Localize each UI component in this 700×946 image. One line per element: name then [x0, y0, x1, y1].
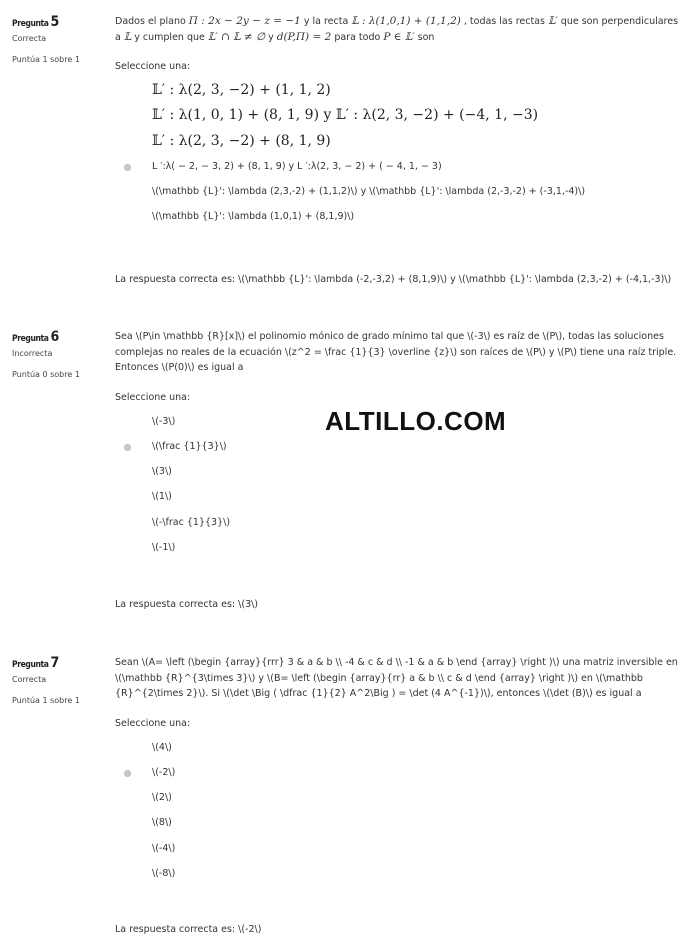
option[interactable] — [115, 129, 680, 154]
math: d(P,Π) = 2 — [276, 30, 332, 43]
option[interactable] — [115, 836, 680, 861]
question-content — [115, 655, 680, 935]
option-selected[interactable] — [115, 434, 680, 459]
question-grade: Puntúa 1 sobre 1 — [12, 696, 80, 705]
watermark: ALTILLO.COM — [325, 406, 507, 436]
options-list — [115, 735, 680, 887]
option-label: \(-1\) — [152, 541, 176, 553]
option-label: \(2\) — [152, 792, 172, 804]
option-label: \(\frac {1}{3}\) — [152, 440, 227, 452]
option[interactable] — [115, 535, 680, 560]
question-number: 6 — [50, 329, 59, 345]
option-selected[interactable] — [115, 154, 680, 179]
option-label: L ′:λ( − 2, − 3, 2) + (8, 1, 9) y L ′:λ(2, 3, − 2) + ( − 4, 1, − 3) — [152, 160, 442, 172]
option-label: \(4\) — [152, 741, 172, 753]
question-number: 7 — [50, 655, 59, 671]
question-state: Incorrecta — [12, 349, 53, 358]
math: 𝕃 : λ(1,0,1) + (1,1,2) — [351, 15, 461, 27]
question-text: Sean \(A= \left (\begin {array}{rrr} 3 & a & b \\ -4 & c & d \\ -1 & a & b \end {array} \right )\) una matriz inversible en \(\mathbb {R}^{3\times 3}\) y \(B= \left (\begin {array}{rr} a & b \\ c & d \end {array} \right )\) en \(\mathbb {R}^{2\times 2}\). Si \(\det \Big ( \dfrac {1}{2} A^2\Big ) = \det (4 A^{-1})\), entonces \(\det (B)\) es igual a — [115, 657, 678, 699]
question-title — [12, 655, 107, 671]
option[interactable] — [115, 484, 680, 509]
select-label: Seleccione una: — [115, 61, 191, 72]
option[interactable] — [115, 510, 680, 535]
math: 𝕃′ — [547, 15, 558, 27]
text: y cumplen que — [131, 31, 208, 43]
option[interactable] — [115, 78, 680, 103]
option-label: \(3\) — [152, 466, 172, 478]
question-label: Pregunta — [12, 19, 49, 29]
question-title — [12, 14, 107, 30]
math: 𝕃′ ∩ 𝕃 ≠ ∅ — [207, 30, 266, 43]
option-label: \(-4\) — [152, 842, 176, 854]
correct-answer: La respuesta correcta es: \(-2\) — [115, 924, 262, 935]
option[interactable] — [115, 810, 680, 835]
question-label: Pregunta — [12, 334, 49, 344]
question-state: Correcta — [12, 675, 47, 684]
text: que son perpendiculares a — [115, 16, 679, 43]
select-label: Seleccione una: — [115, 717, 191, 729]
text: y — [265, 31, 277, 43]
question-grade: Puntúa 1 sobre 1 — [12, 55, 80, 64]
question-info — [12, 329, 107, 379]
question-content — [115, 329, 680, 610]
question-info — [12, 14, 107, 64]
select-label: Seleccione una: — [115, 391, 191, 403]
option-label: \(\mathbb {L}': \lambda (1,0,1) + (8,1,9)\) — [152, 211, 355, 223]
option[interactable] — [115, 103, 680, 128]
options-list — [115, 78, 680, 230]
radio-selected-icon[interactable] — [124, 164, 131, 171]
question-grade: Puntúa 0 sobre 1 — [12, 370, 80, 379]
math: 𝕃 — [123, 30, 132, 43]
question-text — [115, 14, 680, 45]
option[interactable] — [115, 204, 680, 229]
option-label: 𝕃′ : λ(2, 3, −2) + (8, 1, 9) — [152, 132, 331, 149]
correct-answer: La respuesta correcta es: \(3\) — [115, 599, 259, 610]
question-text: Sea \(P\in \mathbb {R}[x]\) el polinomio mónico de grado mínimo tal que \(-3\) es raíz de \(P\), todas las soluciones complejas no reales de la ecuación \(z^2 = \frac {1}{3} \overline {z}\) son raíces de \(P\) y \(P\) tiene una raíz triple. Entonces \(P(0)\) es igual a — [115, 331, 677, 373]
option-selected[interactable] — [115, 760, 680, 785]
option-label: 𝕃′ : λ(2, 3, −2) + (1, 1, 2) — [152, 82, 331, 98]
option-label: \(1\) — [152, 491, 172, 503]
question-label: Pregunta — [12, 660, 49, 670]
radio-selected-icon[interactable] — [124, 770, 131, 777]
correct-answer: La respuesta correcta es: \(\mathbb {L}': \lambda (-2,-3,2) + (8,1,9)\) y \(\mathbb {L}': \lambda (2,3,-2) + (-4,1,-3)\) — [115, 274, 672, 285]
option-label: \(-3\) — [152, 415, 176, 427]
option[interactable] — [115, 785, 680, 810]
question-number: 5 — [50, 14, 59, 30]
question-info — [12, 655, 107, 705]
option[interactable] — [115, 459, 680, 484]
option-label: \(-8\) — [152, 867, 176, 879]
question-state: Correcta — [12, 34, 47, 43]
text: para todo — [331, 31, 384, 43]
question-content — [115, 14, 680, 285]
radio-selected-icon[interactable] — [124, 444, 131, 451]
text: son — [414, 31, 435, 43]
option[interactable] — [115, 861, 680, 886]
text: Dados el plano — [115, 16, 189, 27]
option-label: \(8\) — [152, 817, 172, 829]
text: y la recta — [300, 16, 352, 27]
option-label: \(-2\) — [152, 766, 176, 778]
option-label: \(-\frac {1}{3}\) — [152, 516, 231, 528]
option[interactable] — [115, 179, 680, 204]
math: Π : 2x − 2y − z = −1 — [188, 15, 301, 27]
question-title — [12, 329, 107, 345]
option-label: \(\mathbb {L}': \lambda (2,3,-2) + (1,1,2)\) y \(\mathbb {L}': \lambda (2,-3,-2) + (-3,1,-4)\) — [152, 186, 586, 198]
option[interactable] — [115, 735, 680, 760]
math: P ∈ 𝕃′ — [383, 30, 415, 43]
option-label: 𝕃′ : λ(1, 0, 1) + (8, 1, 9) y 𝕃′ : λ(2, 3, −2) + (−4, 1, −3) — [152, 107, 539, 124]
text: , todas las rectas — [460, 16, 548, 27]
